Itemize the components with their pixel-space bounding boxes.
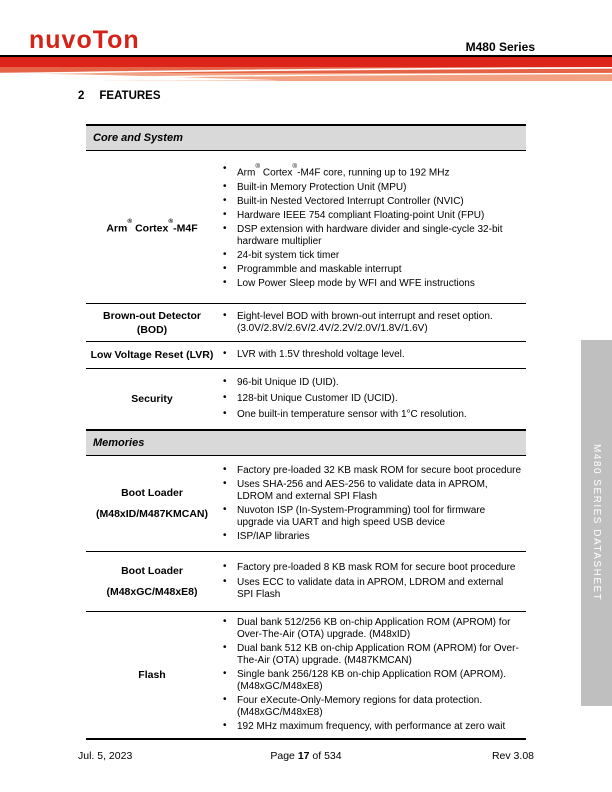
feature-bullet: • 24-bit system tick timer <box>218 250 522 262</box>
feature-bullet: • DSP extension with hardware divider and single-cycle 32-bit hardware multiplier <box>218 224 522 248</box>
row-label-bod <box>86 304 218 341</box>
label-text: (BOD) <box>136 323 168 336</box>
table-row-boot-loader-2 <box>86 551 526 611</box>
features-table <box>86 124 526 740</box>
registered-symbol: ® <box>255 162 261 170</box>
label-text: Boot Loader <box>121 565 183 577</box>
label-text: Arm <box>106 222 128 235</box>
row-content <box>218 370 526 428</box>
feature-bullet: • Single bank 256/128 KB on-chip Application ROM (APROM). (M48xGC/M48xE8) <box>218 669 522 693</box>
feature-bullet: • One built-in temperature sensor with 1°C resolution. <box>218 409 522 421</box>
footer-revision: Rev 3.08 <box>491 750 534 762</box>
footer-page-suffix: of 534 <box>309 750 342 762</box>
label-text: (M48xGC/M48xE8) <box>106 586 198 598</box>
table-row-flash <box>86 611 526 738</box>
feature-bullet: • LVR with 1.5V threshold voltage level. <box>218 349 522 361</box>
side-tab-label: M480 SERIES DATASHEET <box>591 444 602 602</box>
feature-bullet: • Built-in Nested Vectored Interrupt Controller (NVIC) <box>218 196 522 208</box>
table-row-bod <box>86 303 526 341</box>
feature-bullet: • 96-bit Unique ID (UID). <box>218 377 522 389</box>
footer-date: Jul. 5, 2023 <box>78 750 133 762</box>
row-label-boot-loader-2 <box>86 552 218 611</box>
feature-bullet: • Hardware IEEE 754 compliant Floating-point Unit (FPU) <box>218 210 522 222</box>
section-memories <box>86 429 526 738</box>
section-header-memories: Memories <box>86 429 526 456</box>
label-text: Boot Loader <box>121 487 183 499</box>
side-tab <box>581 340 612 706</box>
footer-page-prefix: Page <box>270 750 298 762</box>
label-text: Cortex <box>132 222 169 235</box>
feature-bullet: • Four eXecute-Only-Memory regions for data protection. (M48xGC/M48xE8) <box>218 695 522 719</box>
section-title-text: FEATURES <box>99 90 161 102</box>
registered-symbol: ® <box>127 218 133 226</box>
bullet-text: -M4F core, running up to 192 MHz <box>297 167 450 179</box>
label-text: Flash <box>138 669 166 681</box>
label-text: -M4F <box>173 222 198 235</box>
label-text: Brown-out Detector <box>103 309 201 322</box>
feature-bullet: • Eight-level BOD with brown-out interrupt and reset option. (3.0V/2.8V/2.6V/2.4V/2.2V/2.0V/1.8V/1.6V) <box>218 311 522 335</box>
section-core-and-system <box>86 124 526 429</box>
feature-bullet: • Dual bank 512/256 KB on-chip Application ROM (APROM) for Over-The-Air (OTA) upgrade. (M48xID) <box>218 617 522 641</box>
feature-bullet: • 128-bit Unique Customer ID (UCID). <box>218 393 522 405</box>
row-content <box>218 612 526 738</box>
feature-bullet: • Built-in Memory Protection Unit (MPU) <box>218 182 522 194</box>
label-text: Low Voltage Reset (LVR) <box>90 349 214 361</box>
feature-bullet: • Uses SHA-256 and AES-256 to validate data in APROM, LDROM and external SPI Flash <box>218 479 522 503</box>
page-footer <box>78 750 534 762</box>
section-header-core-and-system: Core and System <box>86 124 526 151</box>
bullet-text: Cortex <box>260 167 293 179</box>
footer-page-number: 17 <box>297 750 310 762</box>
row-label-flash <box>86 612 218 738</box>
label-text: (M48xID/M487KMCAN) <box>95 508 209 520</box>
row-label-lvr <box>86 342 218 368</box>
table-row-security <box>86 368 526 429</box>
feature-bullet: • 192 MHz maximum frequency, with performance at zero wait <box>218 721 522 733</box>
feature-bullet: • Factory pre-loaded 8 KB mask ROM for secure boot procedure <box>218 562 522 574</box>
feature-bullet: • Programmble and maskable interrupt <box>218 264 522 276</box>
feature-bullet: • ISP/IAP libraries <box>218 531 522 543</box>
footer-page-indicator <box>230 750 382 762</box>
bullet-text: Arm <box>237 167 256 179</box>
row-content <box>218 344 526 366</box>
row-label-boot-loader-1 <box>86 456 218 551</box>
row-content <box>218 460 526 548</box>
feature-bullet: • Low Power Sleep mode by WFI and WFE instructions <box>218 278 522 290</box>
table-row-lvr <box>86 341 526 368</box>
row-label-security <box>86 369 218 429</box>
table-row-boot-loader-1 <box>86 456 526 551</box>
feature-bullet <box>218 164 522 179</box>
feature-bullet: • Nuvoton ISP (In-System-Programming) tool for firmware upgrade via UART and high speed USB device <box>218 505 522 529</box>
row-content <box>218 159 526 294</box>
registered-symbol: ® <box>292 162 298 170</box>
row-content <box>218 306 526 340</box>
row-content <box>218 556 526 607</box>
feature-bullet: • Uses ECC to validate data in APROM, LDROM and external SPI Flash <box>218 577 522 601</box>
nuvoton-logo: nuvoTon <box>29 26 140 54</box>
page-title <box>78 90 161 102</box>
table-row-cortex-m4f <box>86 151 526 303</box>
section-number: 2 <box>78 90 85 102</box>
header-banner-graphic <box>0 57 612 81</box>
feature-bullet: • Dual bank 512 KB on-chip Application ROM (APROM) for Over-The-Air (OTA) upgrade. (M487KMCAN) <box>218 643 522 667</box>
series-title: M480 Series <box>465 40 535 54</box>
feature-bullet: • Factory pre-loaded 32 KB mask ROM for secure boot procedure <box>218 465 522 477</box>
row-label-cortex-m4f <box>86 151 218 303</box>
registered-symbol: ® <box>168 218 174 226</box>
label-text: Security <box>131 393 173 405</box>
